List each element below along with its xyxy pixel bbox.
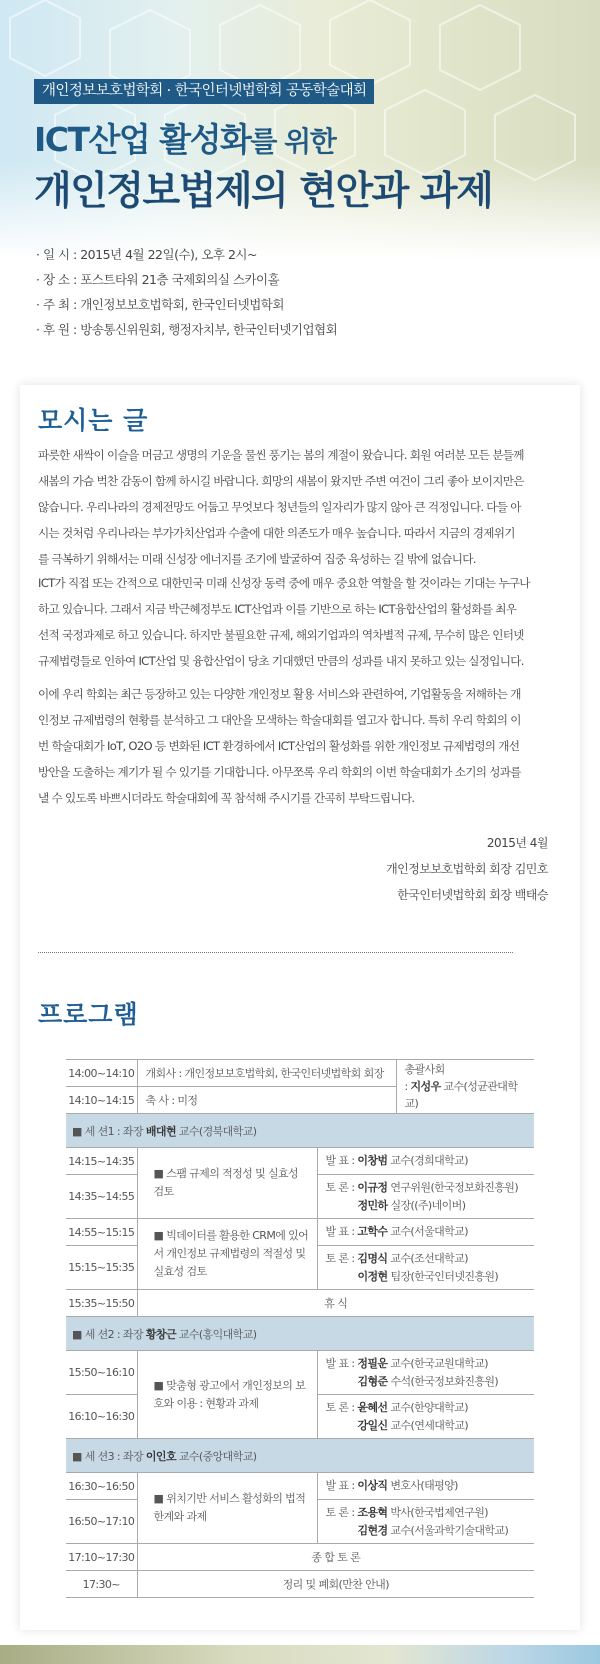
discussant-cell: 토 론 : 이규정 연구위원(한국정보화진흥원) 정민하 실장((주)네이버) [317, 1175, 534, 1219]
paragraph-2 [38, 570, 538, 674]
table-row [66, 1219, 534, 1246]
time-cell: 14:55~15:15 [66, 1219, 137, 1246]
program-table [66, 1059, 534, 1598]
signer: 개인정보보호법학회 회장 김민호 [386, 862, 548, 876]
time-cell: 14:10~14:15 [66, 1087, 137, 1114]
time-cell: 16:30~16:50 [66, 1473, 137, 1500]
table-row [66, 1148, 534, 1175]
text-line: 이에 우리 학회는 최근 등장하고 있는 다양한 개인정보 활용 서비스와 관련하여, 기업활동을 저해하는 개 [38, 687, 521, 701]
header-banner [0, 0, 600, 360]
signature-block [386, 830, 548, 908]
time-cell: 17:10~17:30 [66, 1544, 137, 1571]
text-line: 하고 있습니다. 그래서 지금 박근혜정부도 ICT산업과 이를 기반으로 하는 ICT융합산업의 활성화를 최우 [38, 602, 517, 616]
item-cell: 개회사 : 개인정보보호법학회, 한국인터넷법학회 회장 [137, 1060, 396, 1087]
text-line: 규제법령들로 인하여 ICT산업 및 융합산업이 당초 기대했던 만큼의 성과를 내지 못하고 있는 실정입니다. [38, 654, 524, 668]
time-cell: 15:15~15:35 [66, 1246, 137, 1290]
item-cell: 종 합 토 론 [137, 1544, 534, 1571]
time-cell: 15:35~15:50 [66, 1290, 137, 1317]
page-title-line1: ICT산업 활성화를 위한 [34, 120, 336, 159]
text-line: 선적 국정과제로 하고 있습니다. 하지만 불필요한 규제, 해외기업과의 역차별적 규제, 무수히 많은 인터넷 [38, 628, 524, 642]
time-cell: 17:30~ [66, 1571, 137, 1598]
event-badge: 개인정보보호법학회 · 한국인터넷법학회 공동학술대회 [34, 79, 374, 104]
time-cell: 16:10~16:30 [66, 1395, 137, 1439]
discussant-cell: 토 론 : 윤혜선 교수(한양대학교) 강일신 교수(연세대학교) [317, 1395, 534, 1439]
info-host: · 주 최 : 개인정보보호법학회, 한국인터넷법학회 [36, 297, 284, 312]
divider [38, 952, 513, 953]
time-cell: 16:50~17:10 [66, 1500, 137, 1544]
time-cell: 15:50~16:10 [66, 1351, 137, 1395]
session-header: ■ 세 션1 : 좌장 배대현 교수(경북대학교) [66, 1114, 534, 1148]
item-cell: 휴 식 [137, 1290, 534, 1317]
presenter-cell: 발 표 : 이창범 교수(경희대학교) [317, 1148, 534, 1175]
table-row [66, 1060, 534, 1087]
table-row [66, 1544, 534, 1571]
text-line: ICT가 직접 또는 간적으로 대한민국 미래 신성장 동력 중에 매우 중요한 역할을 할 것이라는 기대는 누구나 [38, 576, 530, 590]
time-cell: 14:00~14:10 [66, 1060, 137, 1087]
presenter-cell: 발 표 : 정필운 교수(한국교원대학교) 김형준 수석(한국정보화진흥원) [317, 1351, 534, 1395]
signer: 한국인터넷법학회 회장 백태승 [397, 888, 548, 902]
discussant-cell: 토 론 : 김명식 교수(조선대학교) 이정현 팀장(한국인터넷진흥원) [317, 1246, 534, 1290]
text-line: 낼 수 있도록 바쁘시더라도 학술대회에 꼭 참석해 주시기를 간곡히 부탁드립니다. [38, 791, 415, 805]
presenter-cell: 발 표 : 이상직 변호사(태평양) [317, 1473, 534, 1500]
info-venue: · 장 소 : 포스트타워 21층 국제회의실 스카이홀 [36, 272, 280, 287]
content-card [20, 385, 580, 1630]
paragraph-3 [38, 681, 538, 811]
text-line: 시는 것처럼 우리나라는 부가가치산업과 수출에 대한 의존도가 매우 높습니다. 따라서 지금의 경제위기 [38, 526, 515, 540]
session-header: ■ 세 션2 : 좌장 황창근 교수(홍익대학교) [66, 1317, 534, 1351]
discussant-cell: 토 론 : 조용혁 박사(한국법제연구원) 김현경 교수(서울과학기술대학교) [317, 1500, 534, 1544]
invitation-heading: 모시는 글 [38, 406, 149, 435]
page-title-line2: 개인정보법제의 현안과 과제 [34, 169, 493, 214]
event-info-list [36, 242, 337, 342]
info-date: · 일 시 : 2015년 4월 22일(수), 오후 2시~ [36, 247, 257, 262]
table-row [66, 1473, 534, 1500]
time-cell: 14:15~14:35 [66, 1148, 137, 1175]
session-header: ■ 세 션3 : 좌장 이인호 교수(중앙대학교) [66, 1439, 534, 1473]
mc-cell: 총괄사회 : 지성우 교수(성균관대학교) [396, 1060, 534, 1114]
paragraph-1 [38, 442, 538, 572]
time-cell: 14:35~14:55 [66, 1175, 137, 1219]
footer-banner [0, 1645, 600, 1664]
table-row [66, 1571, 534, 1598]
table-row [66, 1351, 534, 1395]
text-line: 번 학술대회가 IoT, O2O 등 변화된 ICT 환경하에서 ICT산업의 활성화를 위한 개인정보 규제법령의 개선 [38, 739, 520, 753]
text-line: 방안을 도출하는 계기가 될 수 있기를 기대합니다. 아무쪼록 우리 학회의 이번 학술대회가 소기의 성과를 [38, 765, 521, 779]
text-line: 인정보 규제법령의 현황를 분석하고 그 대안을 모색하는 학술대회를 열고자 합니다. 특히 우리 학회의 이 [38, 713, 521, 727]
topic-cell: ■ 빅데이터를 활용한 CRM에 있어서 개인정보 규제법령의 적절성 및 실효성 검토 [137, 1219, 317, 1290]
topic-cell: ■ 위치기반 서비스 활성화의 법적 한계와 과제 [137, 1473, 317, 1544]
item-cell: 정리 및 폐회(만찬 안내) [137, 1571, 534, 1598]
text-line: 를 극복하기 위해서는 미래 신성장 에너지를 조기에 발굴하여 집중 육성하는 길 밖에 없습니다. [38, 552, 476, 566]
text-line: 않습니다. 우리나라의 경제전망도 어둡고 무엇보다 청년들의 일자리가 많지 않아 큰 걱정입니다. 다들 아 [38, 500, 521, 514]
text-line: 파릇한 새싹이 이슬을 머금고 생명의 기운을 물씬 풍기는 봄의 계절이 왔습니다. 회원 여러분 모든 분들께 [38, 448, 524, 462]
item-cell: 축 사 : 미정 [137, 1087, 396, 1114]
table-row [66, 1290, 534, 1317]
info-sponsor: · 후 원 : 방송통신위원회, 행정자치부, 한국인터넷기업협회 [36, 322, 338, 337]
program-heading: 프로그램 [38, 1000, 139, 1029]
topic-cell: ■ 스팸 규제의 적정성 및 실효성 검토 [137, 1148, 317, 1219]
presenter-cell: 발 표 : 고학수 교수(서울대학교) [317, 1219, 534, 1246]
text-line: 새봄의 가슴 벅찬 감동이 함께 하시길 바랍니다. 희망의 새봄이 왔지만 주변 여건이 그리 좋아 보이지만은 [38, 474, 524, 488]
letter-date: 2015년 4월 [486, 836, 548, 850]
topic-cell: ■ 맞춤형 광고에서 개인정보의 보호와 이용 : 현황과 과제 [137, 1351, 317, 1439]
